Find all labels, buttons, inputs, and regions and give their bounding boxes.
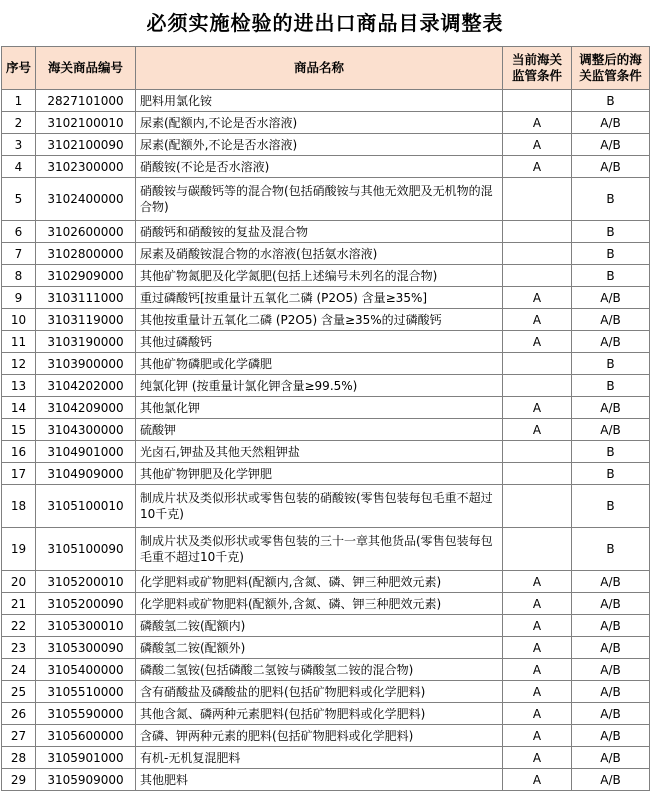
table-row [2, 485, 650, 528]
cell-adjusted-condition: A/B [572, 637, 650, 659]
cell-code: 3102600000 [36, 221, 136, 243]
cell-current-condition [503, 178, 572, 221]
table-row [2, 178, 650, 221]
cell-no: 29 [2, 769, 36, 791]
cell-current-condition: A [503, 309, 572, 331]
cell-no: 28 [2, 747, 36, 769]
cell-adjusted-condition: B [572, 353, 650, 375]
table-header-row [2, 47, 650, 90]
cell-adjusted-condition: A/B [572, 397, 650, 419]
cell-name: 硫酸钾 [136, 419, 503, 441]
header-name: 商品名称 [136, 47, 503, 90]
table-row [2, 112, 650, 134]
cell-no: 21 [2, 593, 36, 615]
cell-current-condition: A [503, 615, 572, 637]
cell-code: 3105200090 [36, 593, 136, 615]
cell-name: 尿素(配额外,不论是否水溶液) [136, 134, 503, 156]
cell-no: 24 [2, 659, 36, 681]
cell-current-condition: A [503, 571, 572, 593]
table-row [2, 615, 650, 637]
table-row [2, 571, 650, 593]
cell-name: 硝酸钙和硝酸铵的复盐及混合物 [136, 221, 503, 243]
cell-adjusted-condition: B [572, 243, 650, 265]
cell-current-condition: A [503, 769, 572, 791]
cell-name: 光卤石,钾盐及其他天然粗钾盐 [136, 441, 503, 463]
cell-name: 其他矿物氮肥及化学氮肥(包括上述编号未列名的混合物) [136, 265, 503, 287]
cell-current-condition [503, 265, 572, 287]
cell-name: 磷酸二氢铵(包括磷酸二氢铵与磷酸氢二铵的混合物) [136, 659, 503, 681]
cell-code: 3103900000 [36, 353, 136, 375]
cell-name: 尿素及硝酸铵混合物的水溶液(包括氨水溶液) [136, 243, 503, 265]
cell-code: 3103119000 [36, 309, 136, 331]
cell-name: 化学肥料或矿物肥料(配额内,含氮、磷、钾三种肥效元素) [136, 571, 503, 593]
cell-code: 3104202000 [36, 375, 136, 397]
table-row [2, 441, 650, 463]
table-row [2, 243, 650, 265]
table-row [2, 397, 650, 419]
table-row [2, 637, 650, 659]
cell-adjusted-condition: A/B [572, 703, 650, 725]
cell-current-condition [503, 375, 572, 397]
table-row [2, 419, 650, 441]
table-row [2, 747, 650, 769]
cell-adjusted-condition: A/B [572, 419, 650, 441]
cell-name: 有机-无机复混肥料 [136, 747, 503, 769]
table-row [2, 769, 650, 791]
cell-adjusted-condition: B [572, 90, 650, 112]
cell-code: 3102300000 [36, 156, 136, 178]
cell-adjusted-condition: A/B [572, 747, 650, 769]
cell-name: 其他矿物钾肥及化学钾肥 [136, 463, 503, 485]
table-row [2, 156, 650, 178]
cell-no: 25 [2, 681, 36, 703]
cell-adjusted-condition: B [572, 463, 650, 485]
cell-current-condition [503, 243, 572, 265]
cell-current-condition: A [503, 134, 572, 156]
cell-no: 16 [2, 441, 36, 463]
cell-name: 硝酸铵(不论是否水溶液) [136, 156, 503, 178]
cell-no: 4 [2, 156, 36, 178]
table-row [2, 703, 650, 725]
cell-current-condition: A [503, 112, 572, 134]
cell-code: 3105300090 [36, 637, 136, 659]
cell-adjusted-condition: B [572, 221, 650, 243]
cell-adjusted-condition: B [572, 178, 650, 221]
cell-code: 3105901000 [36, 747, 136, 769]
header-adjusted-condition: 调整后的海关监管条件 [572, 47, 650, 90]
cell-no: 15 [2, 419, 36, 441]
document-title: 必须实施检验的进出口商品目录调整表 [146, 11, 504, 35]
cell-no: 14 [2, 397, 36, 419]
cell-current-condition [503, 441, 572, 463]
cell-name: 含有硝酸盐及磷酸盐的肥料(包括矿物肥料或化学肥料) [136, 681, 503, 703]
commodity-table [1, 46, 650, 791]
table-row [2, 725, 650, 747]
cell-current-condition: A [503, 419, 572, 441]
cell-no: 20 [2, 571, 36, 593]
cell-name: 其他肥料 [136, 769, 503, 791]
header-no: 序号 [2, 47, 36, 90]
cell-no: 7 [2, 243, 36, 265]
cell-no: 9 [2, 287, 36, 309]
cell-no: 10 [2, 309, 36, 331]
cell-adjusted-condition: A/B [572, 156, 650, 178]
table-row [2, 353, 650, 375]
cell-code: 3104300000 [36, 419, 136, 441]
cell-name: 磷酸氢二铵(配额外) [136, 637, 503, 659]
cell-no: 22 [2, 615, 36, 637]
cell-no: 12 [2, 353, 36, 375]
cell-code: 3105510000 [36, 681, 136, 703]
table-row [2, 134, 650, 156]
cell-current-condition [503, 353, 572, 375]
cell-name: 重过磷酸钙[按重量计五氧化二磷 (P2O5) 含量≥35%] [136, 287, 503, 309]
cell-code: 3105590000 [36, 703, 136, 725]
cell-current-condition [503, 485, 572, 528]
cell-current-condition: A [503, 287, 572, 309]
cell-no: 1 [2, 90, 36, 112]
cell-name: 磷酸氢二铵(配额内) [136, 615, 503, 637]
cell-adjusted-condition: B [572, 441, 650, 463]
table-body [2, 90, 650, 791]
cell-name: 制成片状及类似形状或零售包装的硝酸铵(零售包装每包毛重不超过10千克) [136, 485, 503, 528]
cell-adjusted-condition: A/B [572, 769, 650, 791]
header-current-condition: 当前海关监管条件 [503, 47, 572, 90]
cell-code: 3105909000 [36, 769, 136, 791]
cell-name: 纯氯化钾 (按重量计氯化钾含量≥99.5%) [136, 375, 503, 397]
cell-code: 3104209000 [36, 397, 136, 419]
cell-no: 5 [2, 178, 36, 221]
cell-current-condition [503, 528, 572, 571]
cell-name: 含磷、钾两种元素的肥料(包括矿物肥料或化学肥料) [136, 725, 503, 747]
cell-adjusted-condition: A/B [572, 331, 650, 353]
cell-current-condition: A [503, 725, 572, 747]
cell-code: 3105400000 [36, 659, 136, 681]
cell-name: 肥料用氯化铵 [136, 90, 503, 112]
cell-name: 硝酸铵与碳酸钙等的混合物(包括硝酸铵与其他无效肥及无机物的混合物) [136, 178, 503, 221]
table-row [2, 287, 650, 309]
cell-code: 3103111000 [36, 287, 136, 309]
table-row [2, 265, 650, 287]
cell-code: 3102800000 [36, 243, 136, 265]
cell-no: 8 [2, 265, 36, 287]
cell-code: 3102100090 [36, 134, 136, 156]
table-row [2, 659, 650, 681]
cell-no: 19 [2, 528, 36, 571]
cell-code: 3105100010 [36, 485, 136, 528]
cell-name: 其他氯化钾 [136, 397, 503, 419]
cell-current-condition: A [503, 703, 572, 725]
cell-code: 3105600000 [36, 725, 136, 747]
cell-no: 27 [2, 725, 36, 747]
cell-no: 11 [2, 331, 36, 353]
cell-name: 其他含氮、磷两种元素肥料(包括矿物肥料或化学肥料) [136, 703, 503, 725]
cell-no: 17 [2, 463, 36, 485]
table-row [2, 90, 650, 112]
table-row [2, 528, 650, 571]
table-row [2, 593, 650, 615]
cell-code: 2827101000 [36, 90, 136, 112]
cell-adjusted-condition: A/B [572, 112, 650, 134]
cell-current-condition: A [503, 397, 572, 419]
cell-current-condition: A [503, 747, 572, 769]
cell-no: 23 [2, 637, 36, 659]
cell-name: 其他矿物磷肥或化学磷肥 [136, 353, 503, 375]
cell-no: 3 [2, 134, 36, 156]
cell-adjusted-condition: B [572, 265, 650, 287]
cell-adjusted-condition: A/B [572, 134, 650, 156]
cell-current-condition: A [503, 637, 572, 659]
cell-code: 3105100090 [36, 528, 136, 571]
cell-code: 3102400000 [36, 178, 136, 221]
table-row [2, 463, 650, 485]
header-code: 海关商品编号 [36, 47, 136, 90]
table-row [2, 375, 650, 397]
cell-code: 3102909000 [36, 265, 136, 287]
cell-code: 3104901000 [36, 441, 136, 463]
cell-adjusted-condition: B [572, 528, 650, 571]
cell-adjusted-condition: A/B [572, 725, 650, 747]
cell-name: 其他过磷酸钙 [136, 331, 503, 353]
cell-adjusted-condition: A/B [572, 593, 650, 615]
cell-name: 尿素(配额内,不论是否水溶液) [136, 112, 503, 134]
cell-current-condition [503, 221, 572, 243]
cell-adjusted-condition: A/B [572, 309, 650, 331]
cell-code: 3105300010 [36, 615, 136, 637]
cell-no: 18 [2, 485, 36, 528]
table-row [2, 331, 650, 353]
cell-adjusted-condition: B [572, 375, 650, 397]
table-row [2, 309, 650, 331]
cell-no: 6 [2, 221, 36, 243]
cell-adjusted-condition: A/B [572, 615, 650, 637]
cell-adjusted-condition: A/B [572, 287, 650, 309]
cell-current-condition: A [503, 593, 572, 615]
cell-name: 化学肥料或矿物肥料(配额外,含氮、磷、钾三种肥效元素) [136, 593, 503, 615]
cell-current-condition [503, 90, 572, 112]
cell-name: 制成片状及类似形状或零售包装的三十一章其他货品(零售包装每包毛重不超过10千克) [136, 528, 503, 571]
cell-no: 26 [2, 703, 36, 725]
cell-current-condition: A [503, 681, 572, 703]
table-row [2, 681, 650, 703]
cell-current-condition: A [503, 659, 572, 681]
table-row [2, 221, 650, 243]
cell-adjusted-condition: B [572, 485, 650, 528]
cell-code: 3105200010 [36, 571, 136, 593]
cell-current-condition: A [503, 331, 572, 353]
cell-no: 13 [2, 375, 36, 397]
cell-adjusted-condition: A/B [572, 659, 650, 681]
cell-adjusted-condition: A/B [572, 681, 650, 703]
cell-code: 3104909000 [36, 463, 136, 485]
cell-code: 3102100010 [36, 112, 136, 134]
cell-current-condition: A [503, 156, 572, 178]
cell-adjusted-condition: A/B [572, 571, 650, 593]
cell-no: 2 [2, 112, 36, 134]
cell-name: 其他按重量计五氧化二磷 (P2O5) 含量≥35%的过磷酸钙 [136, 309, 503, 331]
cell-current-condition [503, 463, 572, 485]
cell-code: 3103190000 [36, 331, 136, 353]
